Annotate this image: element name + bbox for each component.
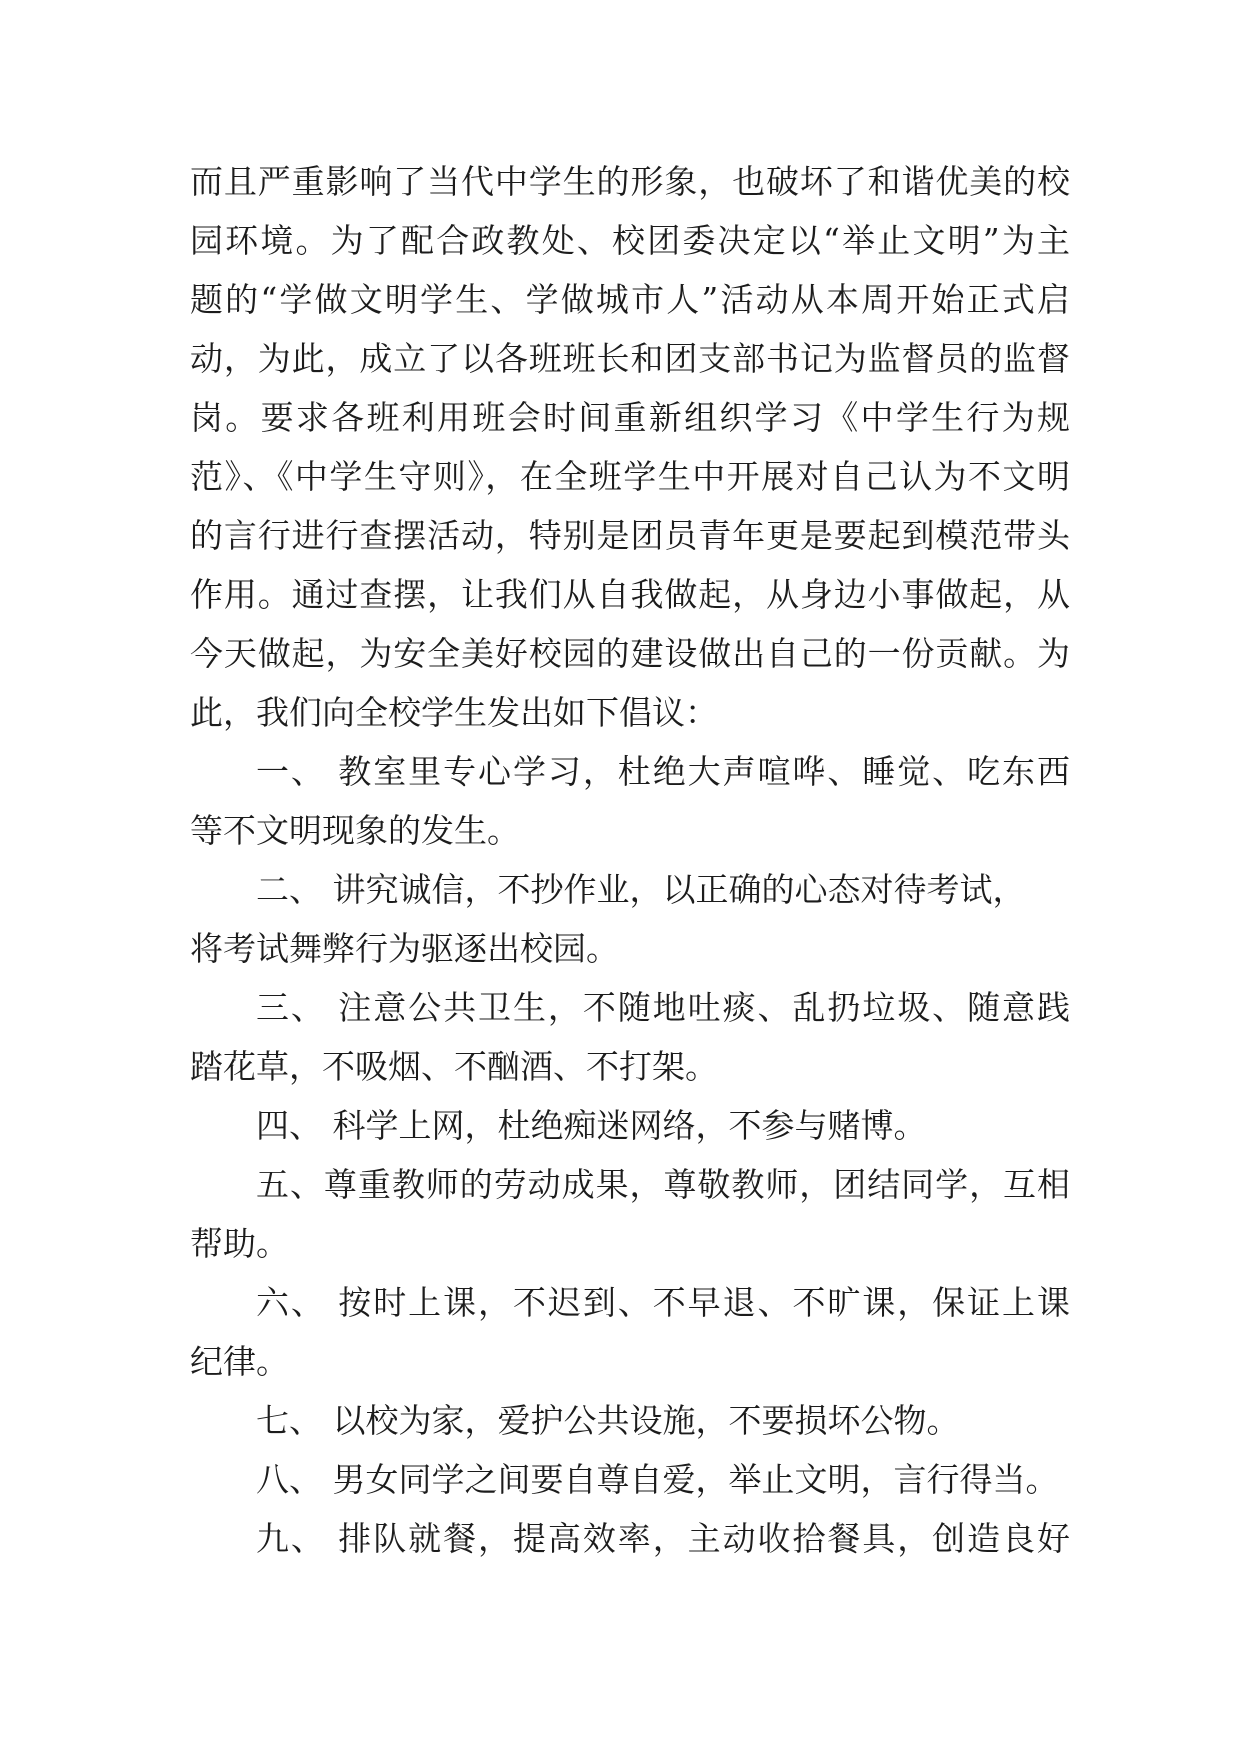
list-item-2-line: 二、 讲究诚信，不抄作业，以正确的心态对待考试， — [256, 870, 1026, 909]
text-line: 园环境。为了配合政教处、校团委决定以“举止文明”为主 — [190, 221, 1070, 260]
list-item-8-line: 八、 男女同学之间要自尊自爱，举止文明，言行得当。 — [256, 1460, 1059, 1499]
list-item-7-line: 七、 以校为家，爱护公共设施，不要损坏公物。 — [256, 1401, 960, 1440]
list-item-5-continuation: 帮助。 — [190, 1224, 289, 1263]
list-item-1-continuation: 等不文明现象的发生。 — [190, 811, 520, 850]
text-line: 而且严重影响了当代中学生的形象，也破坏了和谐优美的校 — [190, 162, 1070, 201]
list-item-5-line: 五、尊重教师的劳动成果，尊敬教师，团结同学，互相 — [256, 1165, 1070, 1204]
text-line: 此，我们向全校学生发出如下倡议： — [190, 693, 718, 732]
list-item-3-line: 三、 注意公共卫生，不随地吐痰、乱扔垃圾、随意践 — [256, 988, 1070, 1027]
list-item-3-continuation: 踏花草，不吸烟、不酗酒、不打架。 — [190, 1047, 718, 1086]
list-item-1-line: 一、 教室里专心学习，杜绝大声喧哗、睡觉、吃东西 — [256, 752, 1070, 791]
text-line: 岗。要求各班利用班会时间重新组织学习《中学生行为规 — [190, 398, 1070, 437]
text-line: 动，为此，成立了以各班班长和团支部书记为监督员的监督 — [190, 339, 1070, 378]
text-line: 作用。通过查摆，让我们从自我做起，从身边小事做起，从 — [190, 575, 1070, 614]
list-item-6-line: 六、 按时上课，不迟到、不早退、不旷课，保证上课 — [256, 1283, 1070, 1322]
text-line: 范》、《中学生守则》，在全班学生中开展对自己认为不文明 — [190, 457, 1070, 496]
text-line: 题的“学做文明学生、学做城市人”活动从本周开始正式启 — [190, 280, 1070, 319]
list-item-9-line: 九、 排队就餐，提高效率，主动收拾餐具，创造良好 — [256, 1519, 1070, 1558]
text-line: 今天做起，为安全美好校园的建设做出自己的一份贡献。为 — [190, 634, 1070, 673]
list-item-6-continuation: 纪律。 — [190, 1342, 289, 1381]
list-item-4-line: 四、 科学上网，杜绝痴迷网络，不参与赌博。 — [256, 1106, 927, 1145]
list-item-2-continuation: 将考试舞弊行为驱逐出校园。 — [190, 929, 619, 968]
text-line: 的言行进行查摆活动，特别是团员青年更是要起到模范带头 — [190, 516, 1070, 555]
